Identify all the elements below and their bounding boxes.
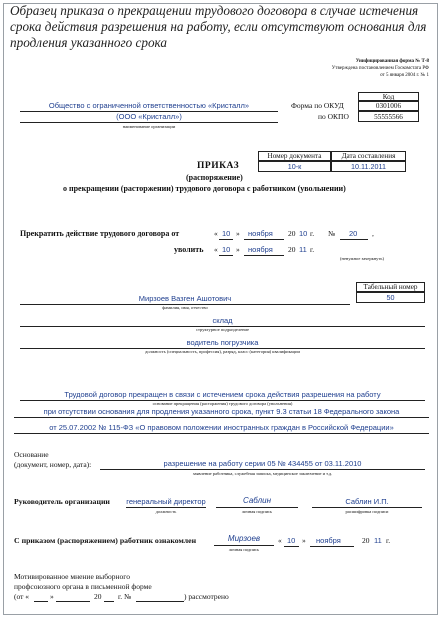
dismiss-quote-open: « — [214, 245, 218, 254]
code-header-cell — [358, 92, 419, 101]
head-name-caption: расшифровка подписи — [345, 509, 389, 514]
organization-caption: наименование организации — [122, 124, 176, 129]
head-label: Руководитель организации — [14, 497, 110, 506]
terminate-number-line — [340, 239, 368, 240]
terminate-day-line — [219, 239, 233, 240]
employee-name: Мирзоев Вазген Ашотович — [138, 294, 232, 303]
union-line-1: Мотивированное мнение выборного — [14, 572, 130, 581]
okud-value: 0301006 — [375, 102, 402, 110]
doc-number-value: 10-к — [287, 162, 302, 171]
union-line-2: профсоюзного органа в письменной форме — [14, 582, 152, 591]
basis-value-line — [100, 469, 425, 470]
grounds-caption: основание прекращения (расторжения) трудового договора (увольнения) — [152, 401, 293, 406]
form-approved-label: Утверждена постановлением Госкомстата РФ — [331, 66, 429, 71]
terminate-year: 10 — [299, 229, 308, 238]
acquainted-year-prefix: 20 — [362, 536, 370, 545]
union-day-line — [34, 601, 48, 602]
terminate-no-sign: № — [328, 229, 336, 238]
terminate-number: 20 — [349, 229, 358, 238]
terminate-month: ноября — [248, 229, 273, 238]
grounds-line-3: от 25.07.2002 № 115-ФЗ «О правовом положении иностранных граждан в Российской Федерации» — [49, 423, 394, 432]
form-unified-label: Унифицированная форма № Т-8 — [355, 59, 429, 64]
union-number-line — [136, 601, 184, 602]
grounds-line-2-rule — [14, 417, 429, 418]
union-line-3-quote: » — [50, 592, 54, 601]
employee-name-caption: фамилия, имя, отчество — [162, 305, 208, 310]
head-position-caption: должность — [155, 509, 177, 514]
union-year-line — [104, 601, 114, 602]
okpo-value: 55555566 — [374, 112, 403, 121]
acquainted-g: г. — [386, 536, 391, 545]
tab-number-label: Табельный номер — [363, 283, 418, 291]
basis-value: разрешение на работу серии 05 № 434455 от 03.11.2010 — [163, 459, 362, 468]
dismiss-note: (ненужное зачеркнуть) — [340, 256, 384, 261]
terminate-quote-open: « — [214, 229, 218, 238]
order-heading: о прекращении (расторжении) трудового договора с работником (увольнении) — [63, 184, 346, 193]
acquainted-day: 10 — [287, 536, 296, 545]
head-name: Саблин И.П. — [345, 497, 389, 506]
dismiss-year-prefix: 20 — [288, 245, 296, 254]
head-signature-caption: личная подпись — [241, 509, 273, 514]
terminate-quote-close: » — [236, 229, 240, 238]
organization-short-name: (ООО «Кристалл») — [116, 112, 182, 121]
tab-number-header — [356, 282, 425, 292]
okpo-value-cell — [358, 111, 419, 122]
union-month-line — [56, 601, 90, 602]
acquainted-month-line — [310, 546, 354, 547]
union-line-3-open: (от « — [14, 592, 30, 601]
employee-department: склад — [212, 316, 233, 325]
union-line-3-year: 20 — [94, 592, 102, 601]
acquainted-quote-open: « — [278, 536, 282, 545]
head-position-line — [126, 507, 206, 508]
terminate-day: 10 — [222, 229, 231, 238]
acquainted-signature-caption: личная подпись — [228, 547, 260, 552]
acquainted-signature-line — [214, 545, 274, 546]
doc-number-cell — [258, 161, 331, 172]
basis-caption: заявление работника, служебная записка, медицинское заключение и т.д. — [192, 471, 333, 476]
doc-date-cell — [331, 161, 406, 172]
doc-number-header — [258, 151, 331, 161]
acquainted-month: ноября — [316, 536, 341, 545]
organization-name: Общество с ограниченной ответственностью «Кристалл» — [48, 101, 250, 110]
doc-number-label: Номер документа — [267, 152, 322, 160]
acquainted-quote-close: » — [302, 536, 306, 545]
acquainted-day-line — [284, 546, 299, 547]
dismiss-month-line — [244, 255, 284, 256]
okud-value-cell — [358, 101, 419, 111]
acquainted-signature: Мирзоев — [227, 534, 261, 543]
dismiss-day: 10 — [222, 245, 231, 254]
employee-department-caption: структурное подразделение — [196, 327, 249, 332]
union-line-3-close: ) рассмотрено — [184, 592, 229, 601]
dismiss-g: г. — [310, 245, 315, 254]
employee-position: водитель погрузчика — [186, 338, 259, 347]
grounds-line-1: Трудовой договор прекращен в связи с истечением срока действия разрешения на работу — [64, 390, 381, 399]
doc-date-header — [331, 151, 406, 161]
grounds-line-3-rule — [14, 433, 429, 434]
tab-number-cell — [356, 292, 425, 303]
dismiss-label: уволить — [174, 245, 204, 254]
employee-position-caption: должность (специальность, профессия), разряд, класс (категория) квалификации — [145, 349, 300, 354]
dismiss-quote-close: » — [236, 245, 240, 254]
tab-number-value: 50 — [386, 293, 395, 302]
code-header-label: Код — [382, 92, 395, 101]
order-title: ПРИКАЗ — [197, 161, 240, 171]
terminate-g: г. — [310, 229, 315, 238]
dismiss-day-line — [219, 255, 233, 256]
union-line-3-number: г. № — [118, 592, 132, 601]
form-date-label: от 5 января 2004 г. № 1 — [380, 73, 429, 78]
terminate-label: Прекратить действие трудового договора от — [20, 229, 180, 238]
terminate-comma: , — [372, 229, 374, 238]
grounds-line-2: при отсутствии основания для продления указанного срока, пункт 9.3 статьи 18 Федерального закона — [43, 407, 400, 416]
head-signature-line — [216, 507, 298, 508]
basis-label-1: Основание — [14, 450, 49, 459]
head-position: генеральный директор — [126, 497, 206, 506]
dismiss-month: ноября — [248, 245, 273, 254]
acquainted-label: С приказом (распоряжением) работник ознакомлен — [14, 536, 197, 545]
terminate-month-line — [244, 239, 284, 240]
page-title: Образец приказа о прекращении трудового договора в случае истечения срока действия разрешения на работу, если отсутствуют основания для продления указанного срока — [10, 3, 427, 50]
acquainted-year: 11 — [374, 536, 382, 545]
okud-label: Форма по ОКУД — [291, 101, 344, 110]
basis-label-2: (документ, номер, дата): — [14, 460, 92, 469]
terminate-year-prefix: 20 — [288, 229, 296, 238]
dismiss-year: 11 — [299, 245, 307, 254]
order-subtitle: (распоряжение) — [186, 173, 243, 182]
head-name-line — [312, 507, 422, 508]
head-signature: Саблин — [242, 496, 271, 505]
doc-date-value: 10.11.2011 — [351, 162, 386, 171]
doc-date-label: Дата составления — [341, 152, 396, 160]
organization-short-line — [20, 122, 278, 123]
okpo-label: по ОКПО — [318, 112, 349, 121]
